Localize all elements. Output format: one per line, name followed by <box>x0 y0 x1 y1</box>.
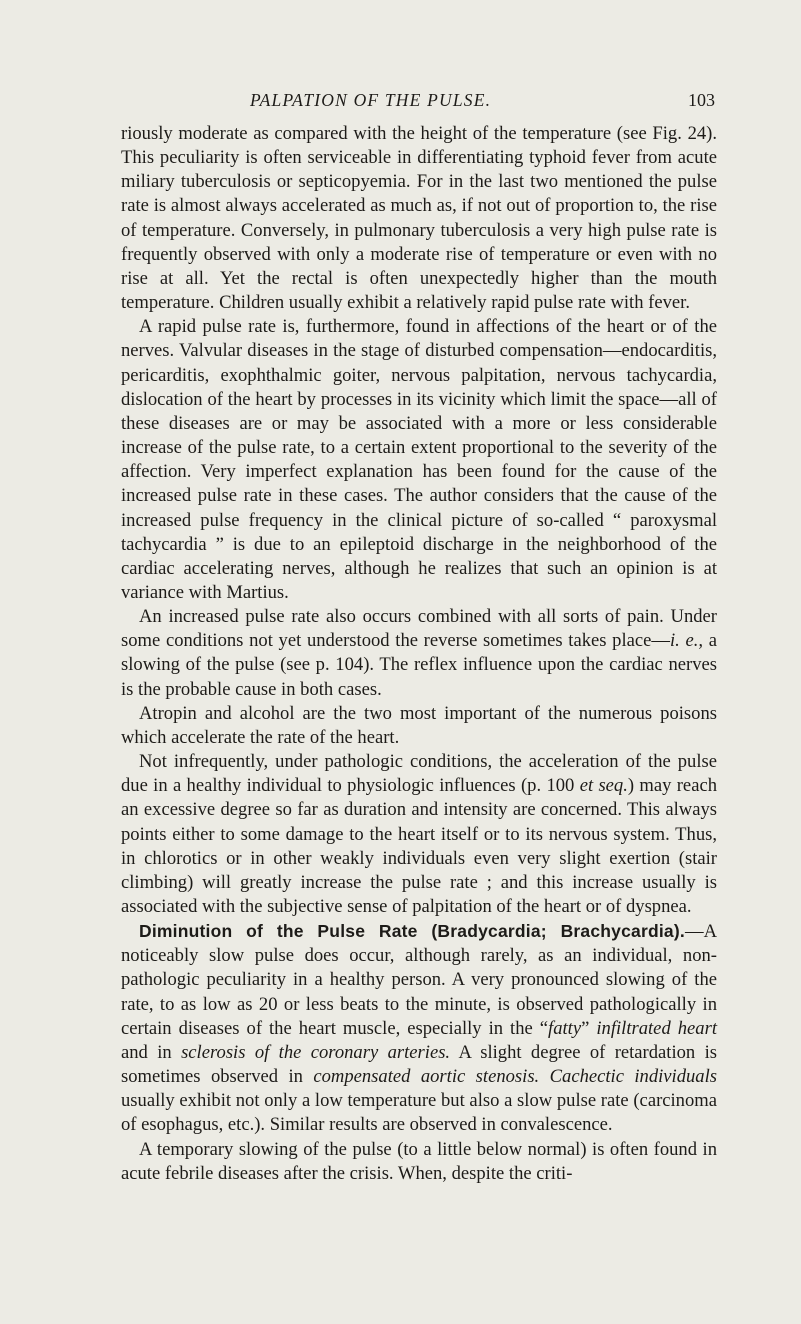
paragraph-p6 <box>121 919 717 1137</box>
paragraph-p3 <box>121 605 717 702</box>
section-heading: Diminution of the Pulse Rate (Bradycardia; Brachycardia). <box>139 921 685 942</box>
text-run: a slowing of the pulse (see p. 104). The reflex influence upon the cardiac nerves is the probable cause in both cases. <box>121 630 717 700</box>
text-run: riously moderate as compared with the height of the temperature (see Fig. 24). This peculiarity is often serviceable in differentiating typhoid fever from acute miliary tuberculosis or septicopyemia. For in the last two mentioned the pulse rate is almost always accelerated as much as, if not out of proportion to, the rise of temperature. Conversely, in pulmonary tuberculosis a very high pulse rate is frequently observed with only a moderate rise of temperature or even with no rise at all. Yet the rectal is often unexpectedly higher than the mouth temperature. Children usually exhibit a relatively rapid pulse rate with fever. <box>121 123 717 314</box>
text-run: An increased pulse rate also occurs combined with all sorts of pain. Under some conditions not yet understood the reverse sometimes takes place— <box>121 606 717 652</box>
text-run: A temporary slowing of the pulse (to a little below normal) is often found in acute febrile diseases after the crisis. When, despite the criti- <box>121 1138 717 1184</box>
text-run: and in <box>121 1041 182 1063</box>
paragraph-p2 <box>121 315 717 605</box>
italic-run: i. e., <box>669 630 704 652</box>
text-run: A slight degree of retardation is sometimes observed in <box>121 1041 717 1088</box>
paragraph-p5 <box>121 750 717 919</box>
body-text <box>121 122 717 1186</box>
text-run: Atropin and alcohol are the two most important of the numerous poisons which accelerate the rate of the heart. <box>121 702 717 748</box>
text-run: ” <box>581 1017 597 1039</box>
text-run <box>539 1066 549 1087</box>
italic-run: infiltrated heart <box>596 1017 717 1039</box>
italic-run: Cachectic individuals <box>549 1066 718 1088</box>
paragraph-p1 <box>121 122 717 315</box>
italic-run: compensated aortic stenosis. <box>313 1066 540 1088</box>
text-run: —A noticeably slow pulse does occur, although rarely, as an individual, non-pathologic peculiarity in a healthy person. A very pronounced slowing of the rate, to as low as 20 or less beats to the minute, is observed pathologically in certain diseases of the heart muscle, especially in the “ <box>121 921 717 1039</box>
italic-run: et seq. <box>579 775 628 797</box>
italic-run: fatty <box>548 1017 582 1039</box>
paragraph-p4 <box>121 702 717 750</box>
page-number: 103 <box>688 90 715 110</box>
running-title: PALPATION OF THE PULSE. <box>250 90 492 110</box>
text-run: Not infrequently, under pathologic conditions, the acceleration of the pulse due in a healthy individual to physiologic influences (p. 100 <box>121 751 717 797</box>
text-run: ) may reach an excessive degree so far as duration and intensity are concerned. This always points either to some damage to the heart itself or to its nervous system. Thus, in chlorotics or in other weakly individuals even very slight exertion (stair climbing) will greatly increase the pulse rate ; and this increase usually is associated with the subjective sense of palpitation of the heart or of dyspnea. <box>121 775 717 917</box>
text-run: A rapid pulse rate is, furthermore, found in affections of the heart or of the nerves. Valvular diseases in the stage of disturbed compensation—endocarditis, pericarditis, exophthalmic goiter, nervous palpitation, nervous tachycardia, dislocation of the heart by processes in its vicinity which limit the space—all of these diseases are or may be associated with a more or less considerable increase of the pulse rate, to a certain extent proportional to the severity of the affection. Very imperfect explanation has been found for the cause of the increased pulse rate in these cases. The author considers that the cause of the increased pulse frequency in the clinical picture of so-called “ paroxysmal tachycardia ” is due to an epileptoid discharge in the neighborhood of the cardiac accelerating nerves, although he realizes that such an opinion is at variance with Martius. <box>121 316 717 603</box>
running-head <box>120 90 715 114</box>
text-run: usually exhibit not only a low temperature but also a slow pulse rate (carcinoma of esophagus, etc.). Similar results are observed in convalescence. <box>121 1090 717 1136</box>
italic-run: sclerosis of the coronary arteries. <box>181 1041 451 1063</box>
paragraph-p7 <box>121 1138 717 1186</box>
